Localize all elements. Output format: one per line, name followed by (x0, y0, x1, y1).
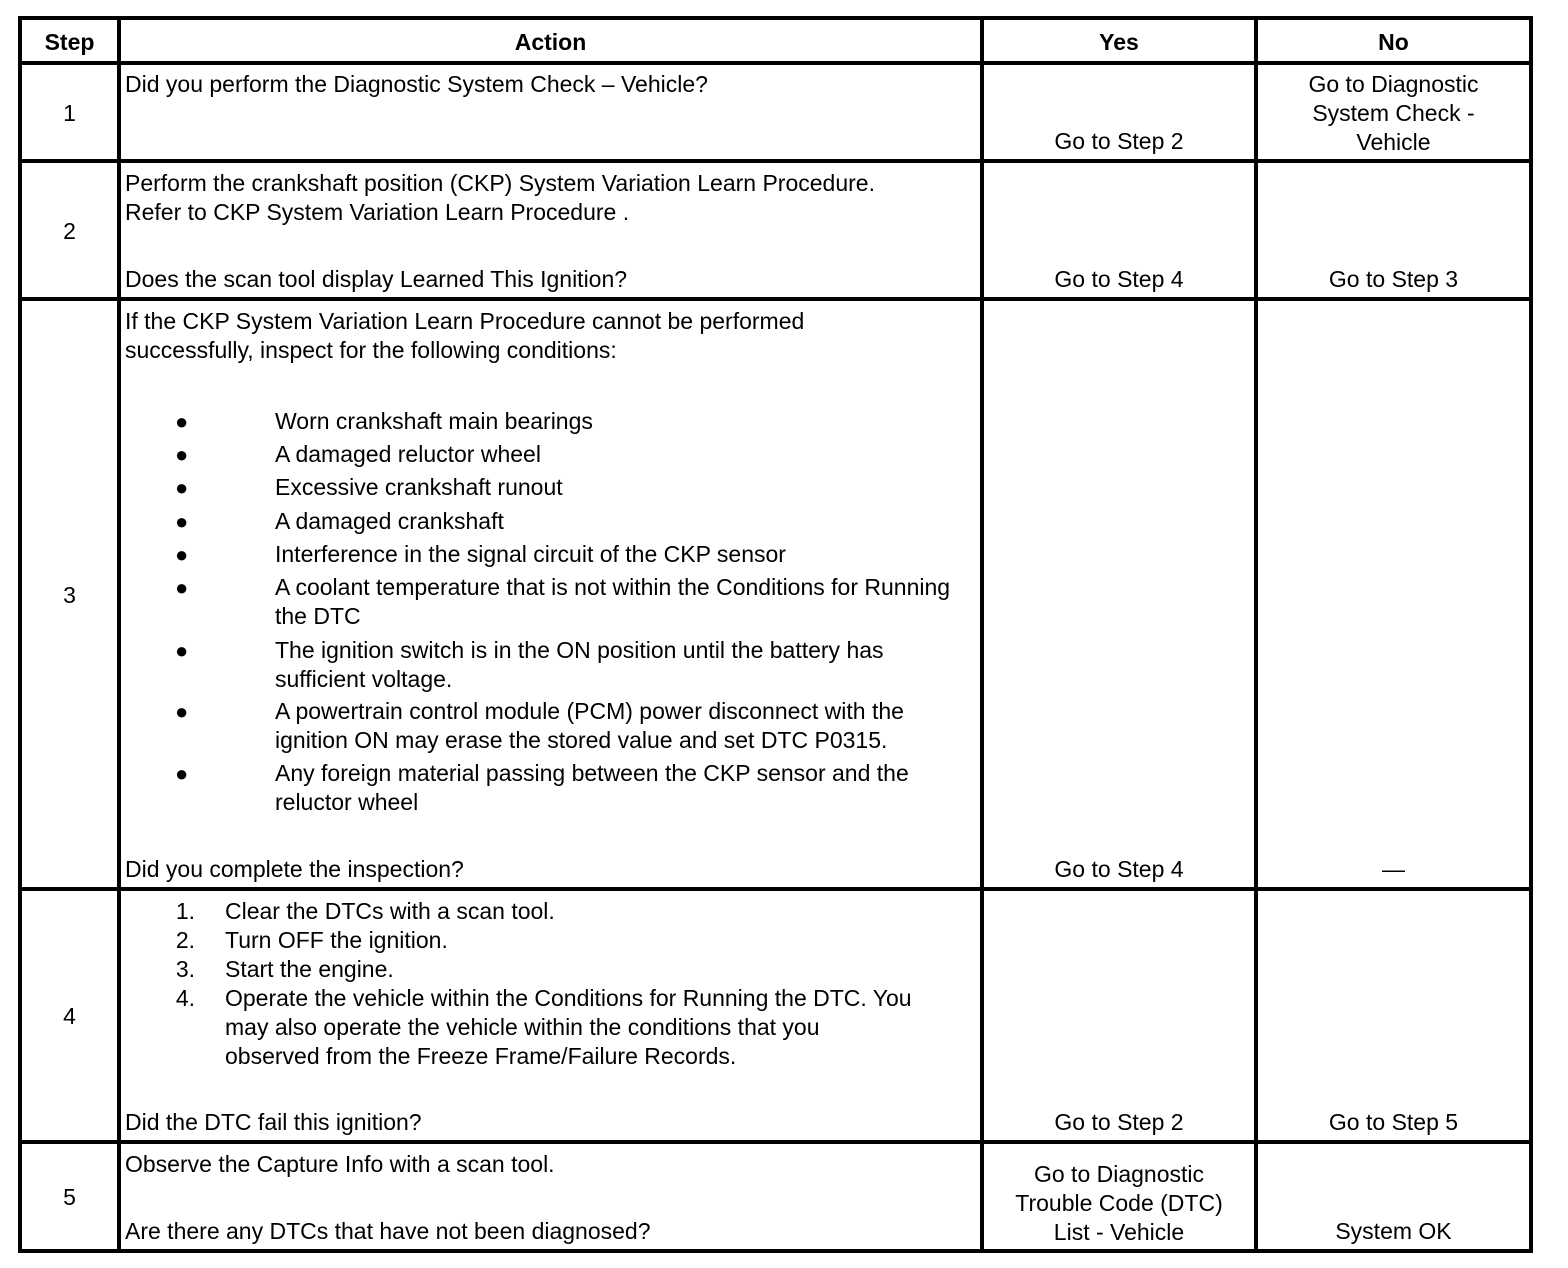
bullet-icon: ● (175, 409, 189, 434)
yes-result-line: Trouble Code (DTC) (1015, 1190, 1223, 1216)
bullet-text (275, 636, 1030, 694)
row-divider (22, 1140, 1529, 1144)
action-text (125, 307, 804, 365)
header-no: No (1378, 29, 1409, 55)
list-line: may also operate the vehicle within the conditions that you (225, 1014, 820, 1040)
action-text: Observe the Capture Info with a scan tool. (125, 1151, 555, 1177)
bullet-line: reluctor wheel (275, 789, 419, 815)
no-result-line: Vehicle (1356, 129, 1431, 155)
bullet-icon: ● (175, 575, 189, 600)
list-text: Clear the DTCs with a scan tool. (225, 898, 555, 924)
action-line: successfully, inspect for the following conditions: (125, 337, 617, 363)
no-result: System OK (1335, 1218, 1452, 1244)
bullet-text: Excessive crankshaft runout (275, 474, 563, 500)
no-result: — (1382, 856, 1405, 882)
bullet-icon: ● (175, 761, 189, 786)
bullet-line: sufficient voltage. (275, 666, 453, 692)
bullet-text: A damaged reluctor wheel (275, 441, 541, 467)
question-text: Did you complete the inspection? (125, 856, 464, 882)
list-line: Operate the vehicle within the Conditions for Running the DTC. You (225, 985, 912, 1011)
action-line: If the CKP System Variation Learn Procedure cannot be performed (125, 308, 805, 334)
question-text: Are there any DTCs that have not been diagnosed? (125, 1218, 651, 1244)
bullet-icon: ● (175, 475, 189, 500)
yes-result-line: List - Vehicle (1053, 1219, 1185, 1245)
step-number: 5 (63, 1184, 76, 1210)
bullet-line: Any foreign material passing between the CKP sensor and the (275, 760, 909, 786)
action-text: Did you perform the Diagnostic System Check – Vehicle? (125, 71, 708, 97)
bullet-icon: ● (175, 699, 189, 724)
row-divider (22, 61, 1529, 65)
list-number: 3. (175, 956, 195, 982)
column-divider (1254, 20, 1258, 1249)
bullet-line: A powertrain control module (PCM) power disconnect with the (275, 698, 904, 724)
no-result-line: Go to Diagnostic (1308, 71, 1479, 97)
list-line: observed from the Freeze Frame/Failure Records. (225, 1043, 737, 1069)
action-line: Refer to CKP System Variation Learn Procedure . (125, 199, 630, 225)
no-result: Go to Step 5 (1328, 1109, 1459, 1135)
row-divider (22, 159, 1529, 163)
bullet-text (275, 573, 1030, 631)
row-divider (22, 887, 1529, 891)
question-text: Did the DTC fail this ignition? (125, 1109, 422, 1135)
bullet-text: Worn crankshaft main bearings (275, 408, 593, 434)
step-number: 4 (63, 1003, 76, 1029)
list-text: Start the engine. (225, 956, 394, 982)
bullet-line: ignition ON may erase the stored value and set DTC P0315. (275, 727, 888, 753)
list-text (225, 984, 985, 1071)
action-text (125, 169, 875, 227)
step-number: 3 (63, 582, 76, 608)
row-divider (22, 297, 1529, 301)
no-result: Go to Step 3 (1328, 266, 1459, 292)
bullet-icon: ● (175, 442, 189, 467)
no-result-line: System Check - (1312, 100, 1475, 126)
bullet-icon: ● (175, 509, 189, 534)
header-action: Action (514, 29, 587, 55)
list-number: 2. (175, 927, 195, 953)
bullet-text (275, 759, 1030, 817)
list-number: 1. (175, 898, 195, 924)
bullet-line: the DTC (275, 603, 361, 629)
header-step: Step (44, 29, 95, 55)
yes-result: Go to Step 2 (1054, 1109, 1184, 1135)
bullet-icon: ● (175, 638, 189, 663)
bullet-icon: ● (175, 542, 189, 567)
bullet-line: A coolant temperature that is not within the Conditions for Running (275, 574, 951, 600)
column-divider (117, 20, 121, 1249)
bullet-text (275, 697, 1030, 755)
diagnostic-table (18, 16, 1533, 1253)
bullet-line: The ignition switch is in the ON position until the battery has (275, 637, 884, 663)
header-yes: Yes (1099, 29, 1139, 55)
step-number: 1 (63, 100, 76, 126)
yes-result: Go to Step 4 (1054, 266, 1184, 292)
list-number: 4. (175, 985, 195, 1011)
bullet-text: Interference in the signal circuit of the CKP sensor (275, 541, 786, 567)
question-text: Does the scan tool display Learned This Ignition? (125, 266, 628, 292)
yes-result: Go to Step 4 (1054, 856, 1184, 882)
yes-result: Go to Step 2 (1054, 128, 1184, 154)
step-number: 2 (63, 218, 76, 244)
yes-result (984, 1160, 1254, 1247)
action-line: Perform the crankshaft position (CKP) System Variation Learn Procedure. (125, 170, 875, 196)
yes-result-line: Go to Diagnostic (1033, 1161, 1205, 1187)
no-result (1258, 70, 1529, 157)
list-text: Turn OFF the ignition. (225, 927, 448, 953)
bullet-text: A damaged crankshaft (275, 508, 504, 534)
